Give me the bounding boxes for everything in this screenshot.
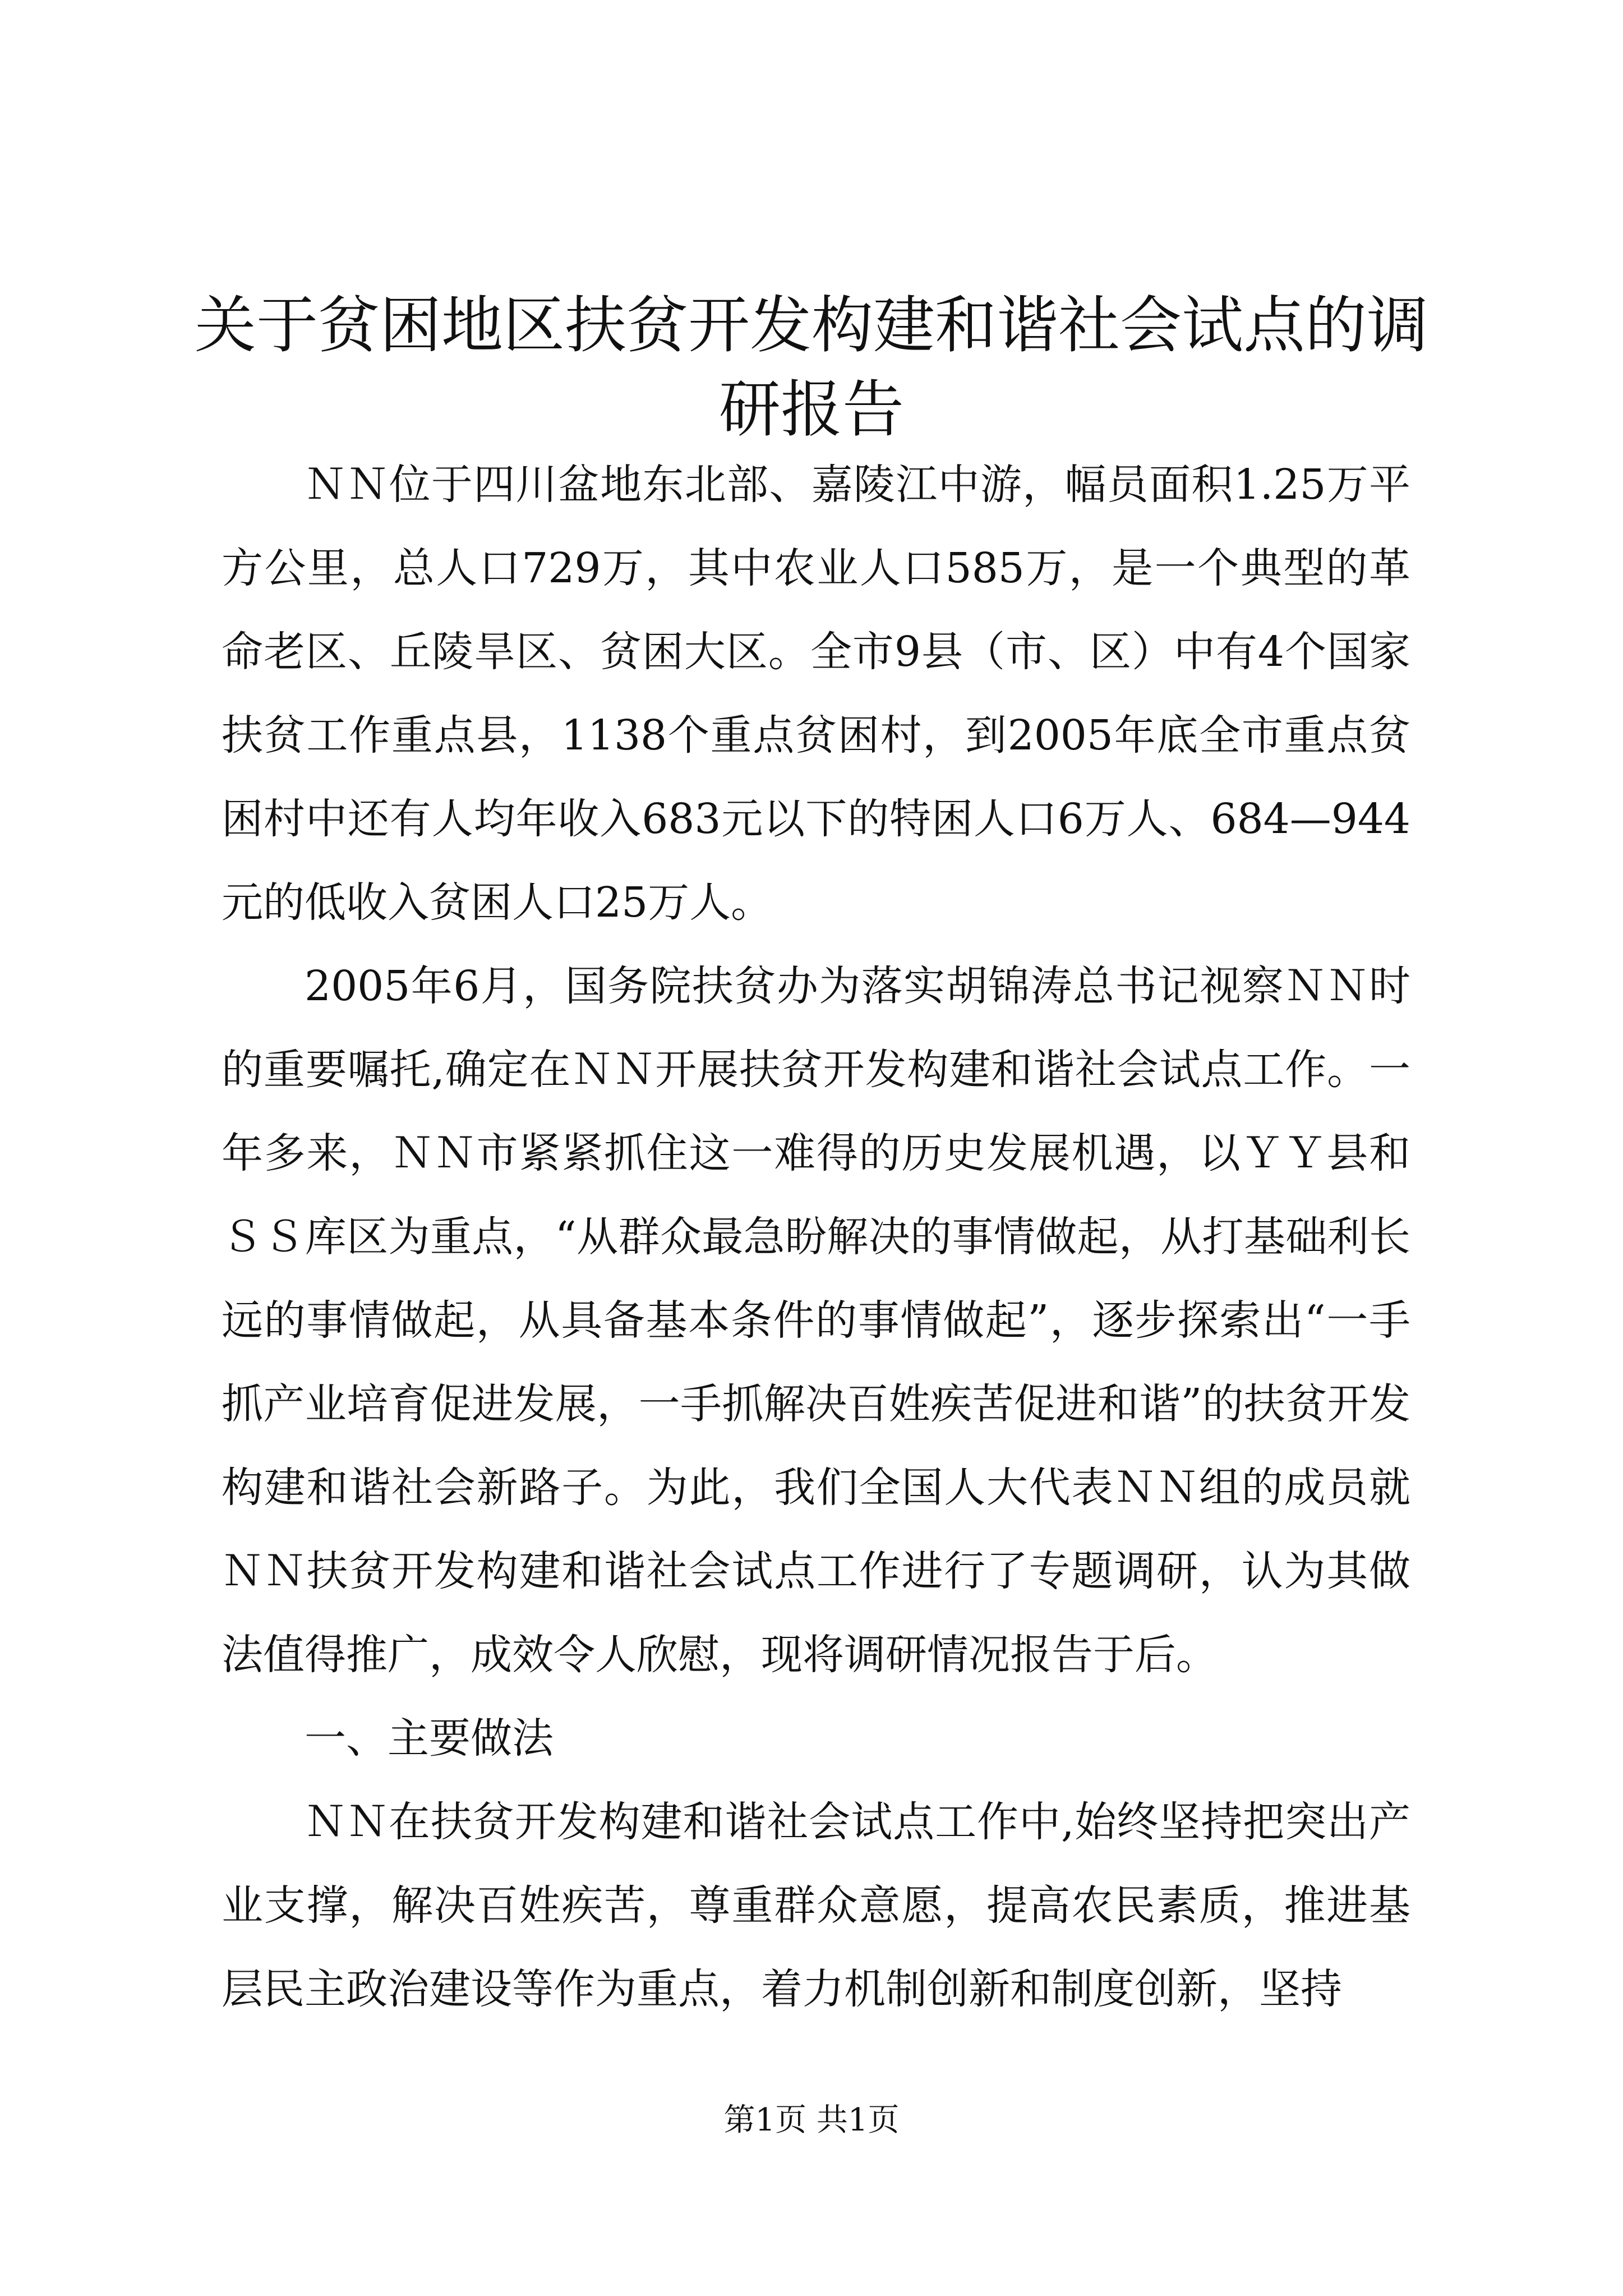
section-heading: 一、主要做法 [305,1714,554,1763]
section-paragraph: ＮＮ在扶贫开发构建和谐社会试点工作中,始终坚持把突出产业支撑，解决百姓疾苦，尊重群众意愿，提高农民素质，推进基层民主政治建设等作为重点，着力机制创新和制度创新，坚持 [222,1798,1410,2013]
background-paragraph: 2005年6月，国务院扶贫办为落实胡锦涛总书记视察ＮＮ时的重要嘱托,确定在ＮＮ开展扶贫开发构建和谐社会试点工作。一年多来，ＮＮ市紧紧抓住这一难得的历史发展机遇，以ＹＹ县和ＳＳ库区为重点，“从群众最急盼解决的事情做起，从打基础利长远的事情做起，从具备基本条件的事情做起”，逐步探索出“一手抓产业培育促进发展，一手抓解决百姓疾苦促进和谐”的扶贫开发构建和谐社会新路子。为此，我们全国人大代表ＮＮ组的成员就ＮＮ扶贫开发构建和谐社会试点工作进行了专题调研，认为其做法值得推广，成效令人欣慰，现将调研情况报告于后。 [222,962,1410,1679]
document-body [222,443,1410,2031]
document-title: 关于贫困地区扶贫开发构建和谐社会试点的调研报告 [195,289,1428,445]
page-footer: 第1页 共1页 [723,2102,900,2138]
intro-paragraph: ＮＮ位于四川盆地东北部、嘉陵江中游，幅员面积1.25万平方公里，总人口729万，其中农业人口585万，是一个典型的革命老区、丘陵旱区、贫困大区。全市9县（市、区）中有4个国家扶贫工作重点县，1138个重点贫困村，到2005年底全市重点贫困村中还有人均年收入683元以下的特困人口6万人、684—944元的低收入贫困人口25万人。 [222,461,1410,927]
